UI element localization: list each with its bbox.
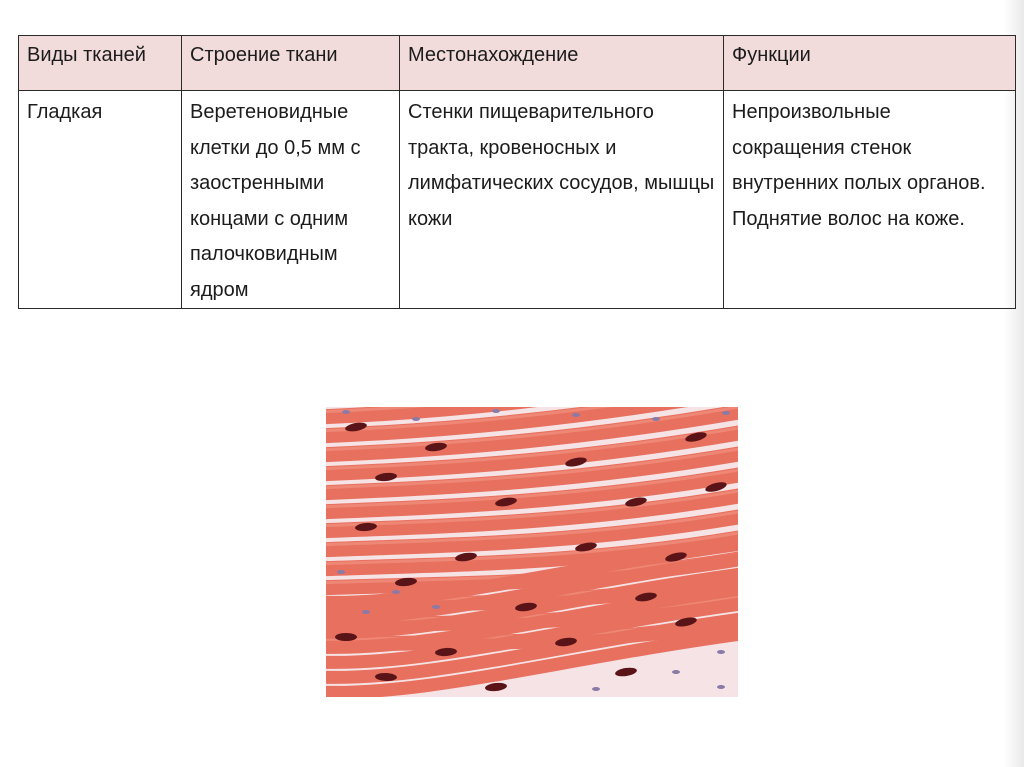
connective-nucleus bbox=[572, 413, 580, 417]
connective-nucleus bbox=[412, 417, 420, 421]
table-row bbox=[19, 91, 1016, 309]
muscle-nucleus bbox=[335, 633, 357, 641]
tissue-table bbox=[18, 35, 1016, 309]
header-functions: Функции bbox=[724, 36, 1016, 91]
header-tissue-type: Виды тканей bbox=[19, 36, 182, 91]
connective-nucleus bbox=[392, 590, 400, 594]
connective-nucleus bbox=[492, 409, 500, 413]
connective-nucleus bbox=[722, 411, 730, 415]
connective-nucleus bbox=[672, 670, 680, 674]
connective-nucleus bbox=[337, 570, 345, 574]
cell-location: Стенки пищеварительного тракта, кровеносных и лимфатических сосудов, мышцы кожи bbox=[400, 91, 724, 309]
smooth-muscle-illustration bbox=[326, 407, 738, 697]
connective-nucleus bbox=[652, 417, 660, 421]
header-tissue-structure: Строение ткани bbox=[182, 36, 400, 91]
connective-nucleus bbox=[362, 610, 370, 614]
cell-functions: Непроизвольные сокращения стенок внутренних полых органов. Поднятие волос на коже. bbox=[724, 91, 1016, 309]
connective-nucleus bbox=[432, 605, 440, 609]
connective-nucleus bbox=[717, 650, 725, 654]
table-header-row bbox=[19, 36, 1016, 91]
header-location: Местонахождение bbox=[400, 36, 724, 91]
connective-nucleus bbox=[342, 410, 350, 414]
connective-nucleus bbox=[717, 685, 725, 689]
connective-nucleus bbox=[592, 687, 600, 691]
cell-tissue-type: Гладкая bbox=[19, 91, 182, 309]
cell-tissue-structure: Веретеновидные клетки до 0,5 мм с заостренными концами с одним палочковидным ядром bbox=[182, 91, 400, 309]
